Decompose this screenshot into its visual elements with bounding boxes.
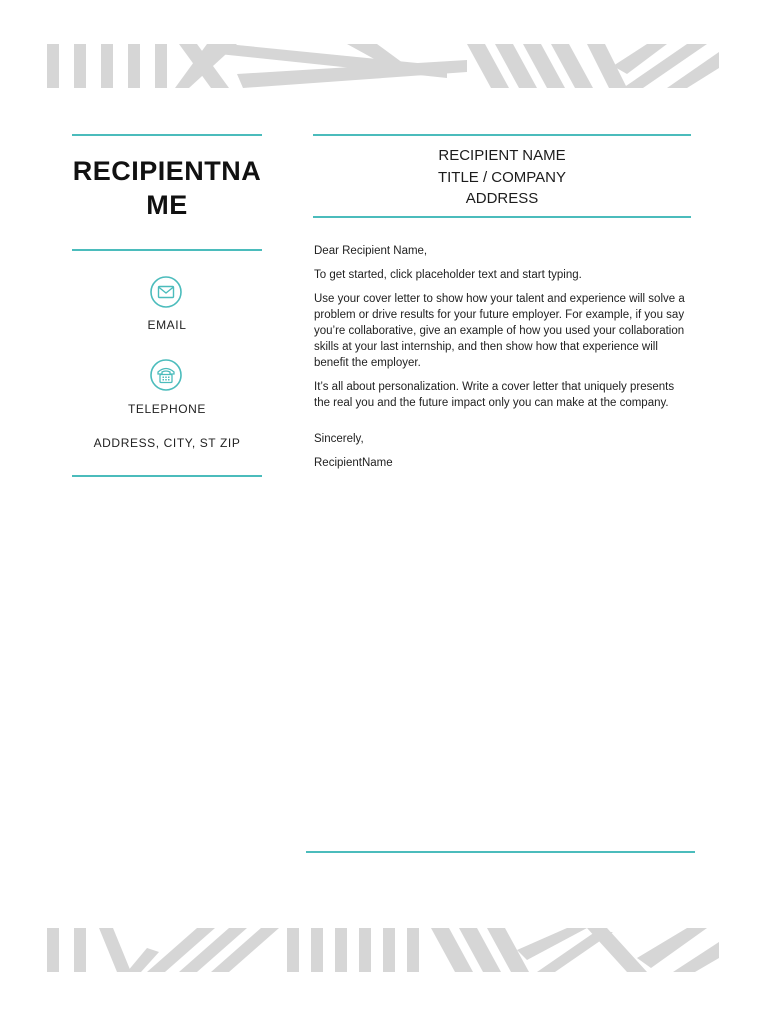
salutation: Dear Recipient Name,: [314, 245, 428, 257]
bottom-decorative-band: [47, 928, 719, 972]
recipient-block: [313, 145, 691, 210]
email-label: EMAIL: [147, 318, 187, 332]
top-decorative-band: [47, 44, 719, 88]
recipient-address: ADDRESS: [465, 190, 539, 207]
letter-paragraph: To get started, click placeholder text and start typing.: [314, 269, 582, 281]
letter-end-rule: [306, 851, 695, 853]
closing: Sincerely,: [314, 433, 364, 445]
telephone-label: TELEPHONE: [127, 402, 207, 416]
letter-paragraph: It’s all about personalization. Write a cover letter that uniquely presents the real you and the future impact only you can make at the company.: [314, 381, 675, 409]
sidebar-mid-rule: [72, 249, 262, 251]
recipient-bottom-rule: [313, 216, 691, 218]
sender-name: [72, 154, 262, 222]
sender-name-line: RECIPIENTNA: [72, 156, 262, 186]
letter-paragraph: Use your cover letter to show how your talent and experience will solve a problem or drive results for your future employer. For example, if you say you’re collaborative, give an example of how you used your collaboration skills at your last internship, and then show how that experience will benefit the employer.: [314, 293, 685, 369]
signature: RecipientName: [314, 457, 393, 469]
sender-address: ADDRESS, CITY, ST ZIP: [93, 436, 241, 450]
envelope-icon: [150, 276, 182, 308]
sidebar-top-rule: [72, 134, 262, 136]
recipient-name: RECIPIENT NAME: [438, 147, 566, 164]
recipient-title-company: TITLE / COMPANY: [437, 168, 567, 186]
sender-name-line: ME: [146, 190, 188, 220]
recipient-top-rule: [313, 134, 691, 136]
letter-body: [314, 243, 690, 479]
telephone-icon: [150, 359, 182, 391]
sidebar-bottom-rule: [72, 475, 262, 477]
